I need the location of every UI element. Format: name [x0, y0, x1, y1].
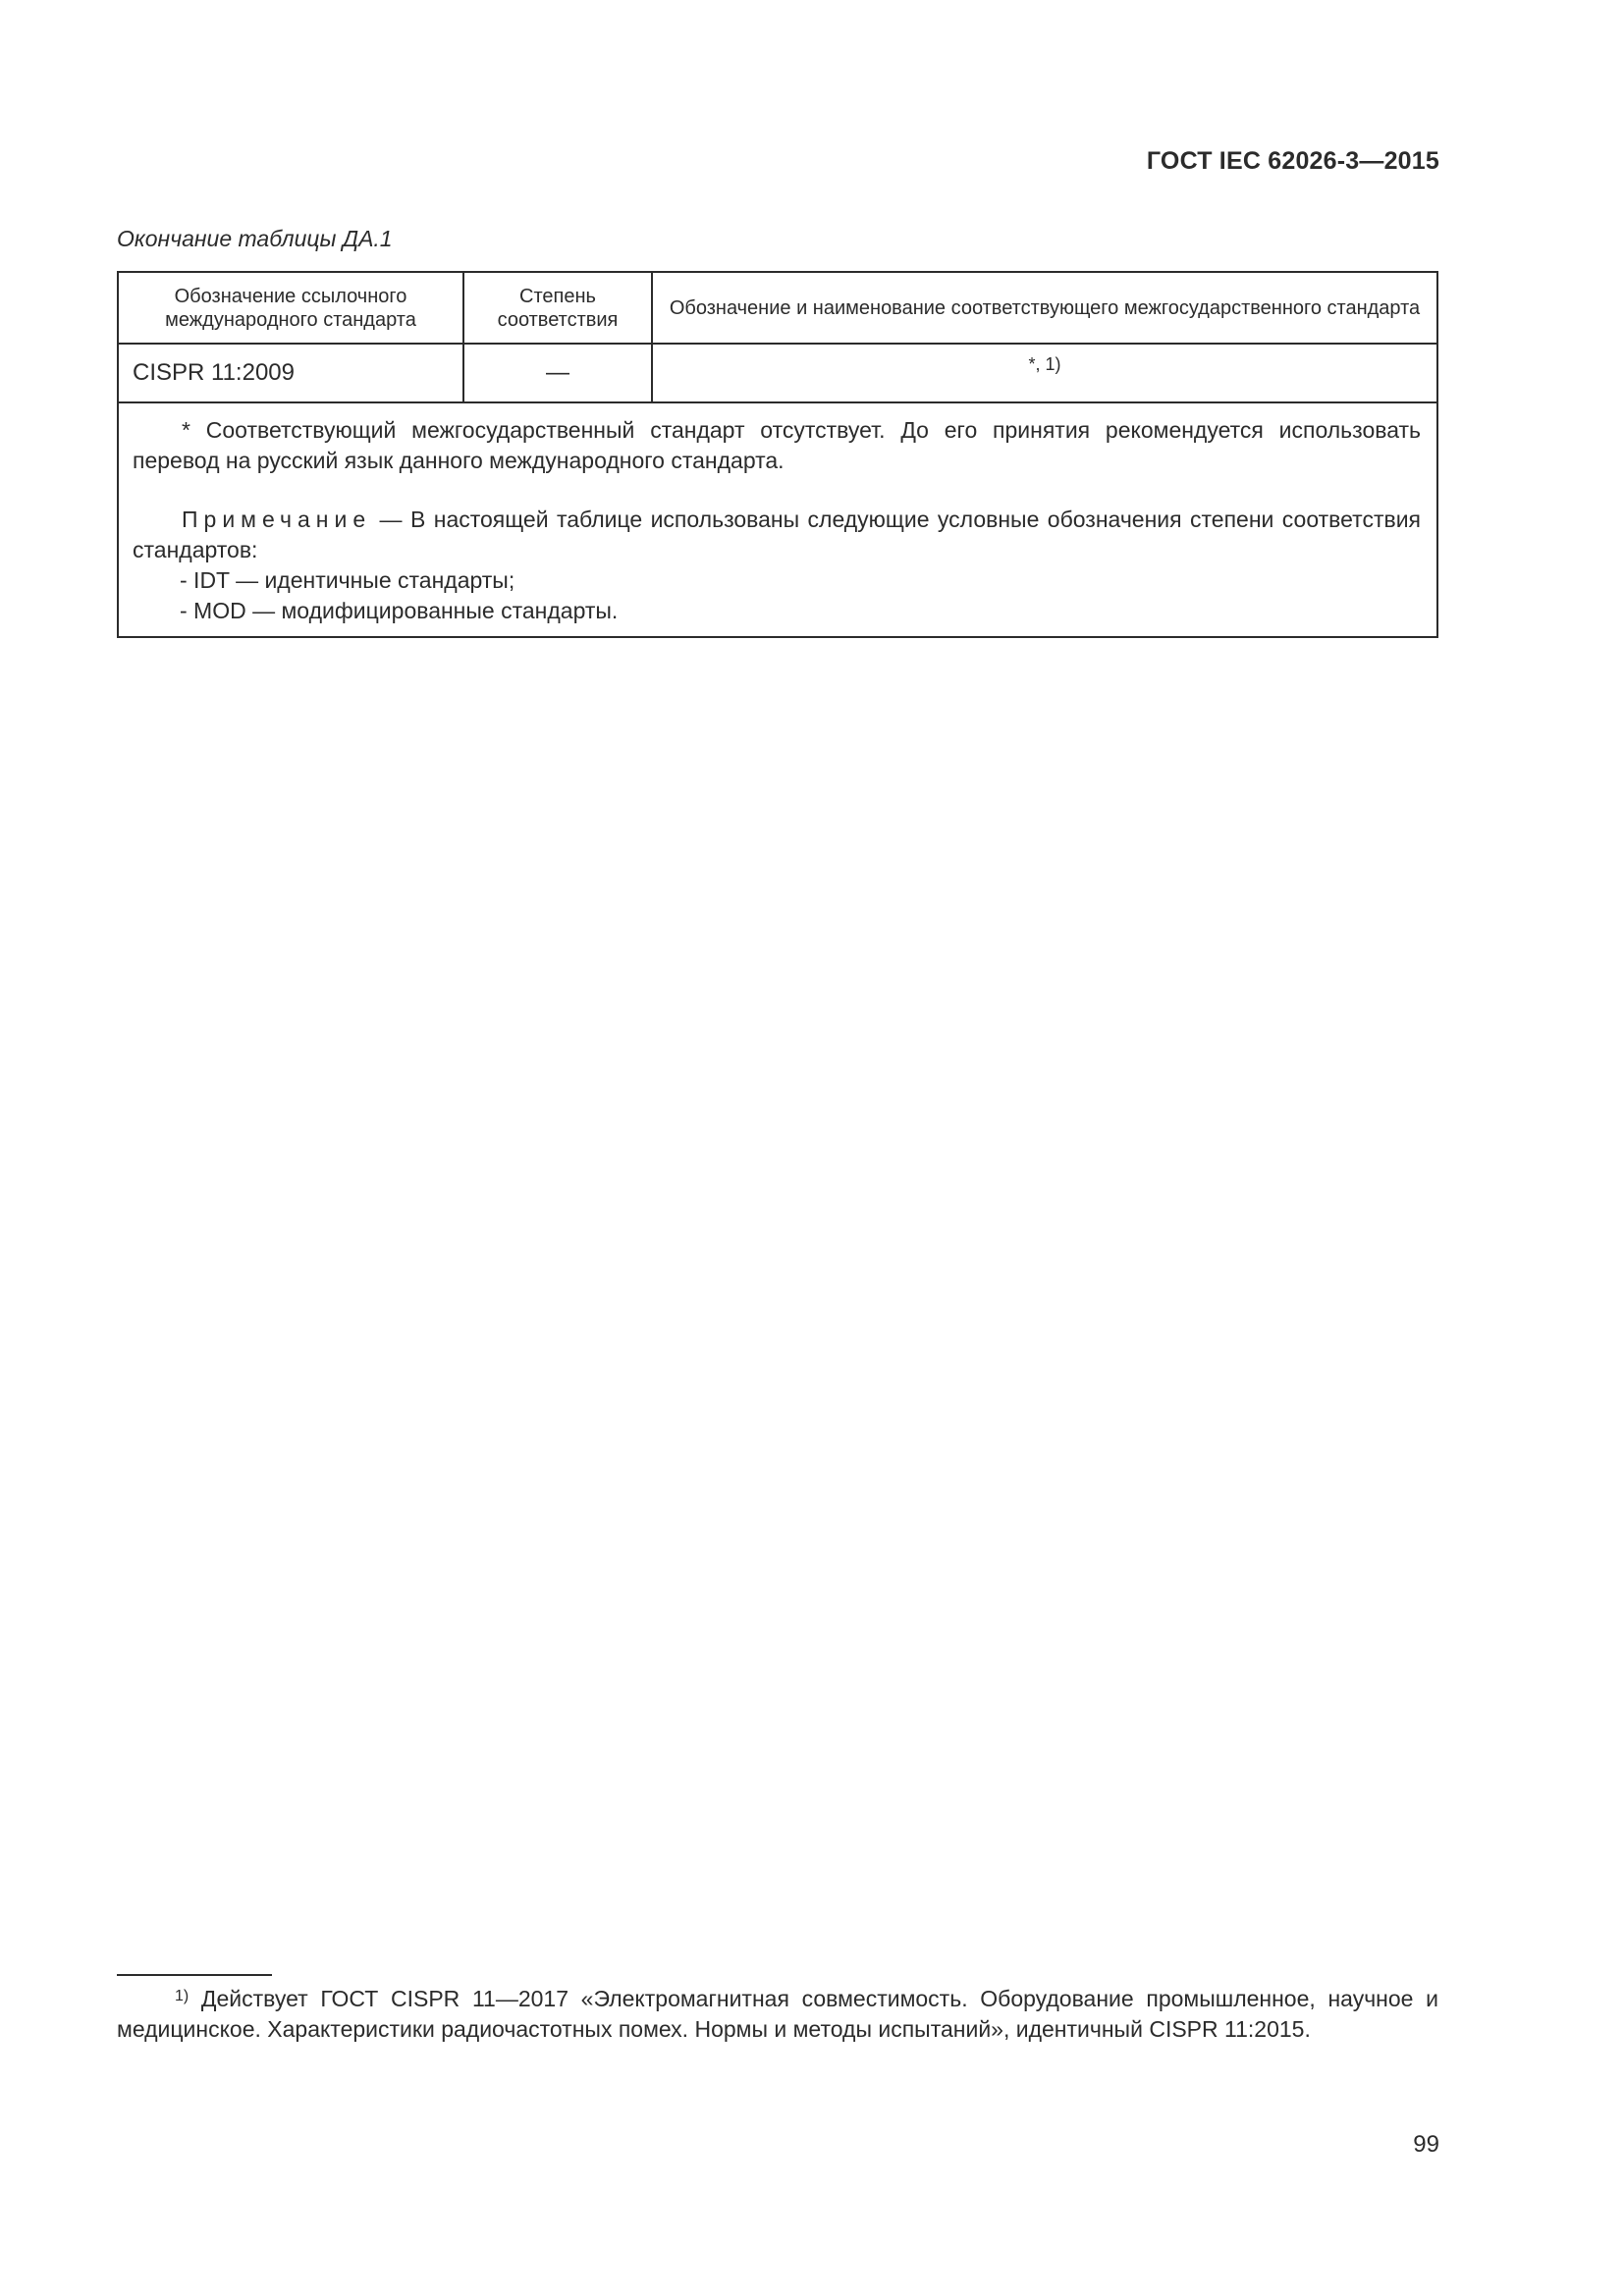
- note-label: Примечание: [182, 507, 372, 532]
- note-list-item: - IDT — идентичные стандарты;: [180, 567, 515, 593]
- page-number: 99: [1413, 2131, 1439, 2158]
- footnote-marker: 1): [175, 1988, 189, 2004]
- column-header-reference-standard: Обозначение ссылочного международного стандарта: [118, 272, 463, 344]
- column-header-degree: Степень соответствия: [463, 272, 652, 344]
- table-note: [133, 505, 1421, 565]
- footnote-body: Действует ГОСТ CISPR 11—2017 «Электромагнитная совместимость. Оборудование промышленное, научное и медицинское. Характеристики радиочастотных помех. Нормы и методы испытаний», идентичный CISPR 11:2015.: [117, 1986, 1438, 2042]
- footnote-divider: [117, 1974, 272, 1976]
- reference-standards-table: [117, 271, 1438, 638]
- table-row: [118, 344, 1437, 402]
- table-notes-cell: [118, 402, 1437, 637]
- note-text: — В настоящей таблице использованы следующие условные обозначения степени соответствия стандартов:: [133, 507, 1421, 562]
- cell-reference-standard: CISPR 11:2009: [118, 344, 463, 402]
- cell-degree: —: [463, 344, 652, 402]
- table-notes-row: [118, 402, 1437, 637]
- table-header-row: [118, 272, 1437, 344]
- star-footnote: * Соответствующий межгосударственный стандарт отсутствует. До его принятия рекомендуется использовать перевод на русский язык данного международного стандарта.: [133, 417, 1421, 473]
- note-list-item: - MOD — модифицированные стандарты.: [180, 598, 619, 623]
- table-caption: Окончание таблицы ДА.1: [117, 226, 393, 251]
- cell-interstate-standard: *, 1): [652, 344, 1437, 402]
- column-header-interstate-standard: Обозначение и наименование соответствующего межгосударственного стандарта: [652, 272, 1437, 344]
- document-id: ГОСТ IEC 62026-3—2015: [1146, 147, 1439, 175]
- page-footnote: [117, 1984, 1438, 2045]
